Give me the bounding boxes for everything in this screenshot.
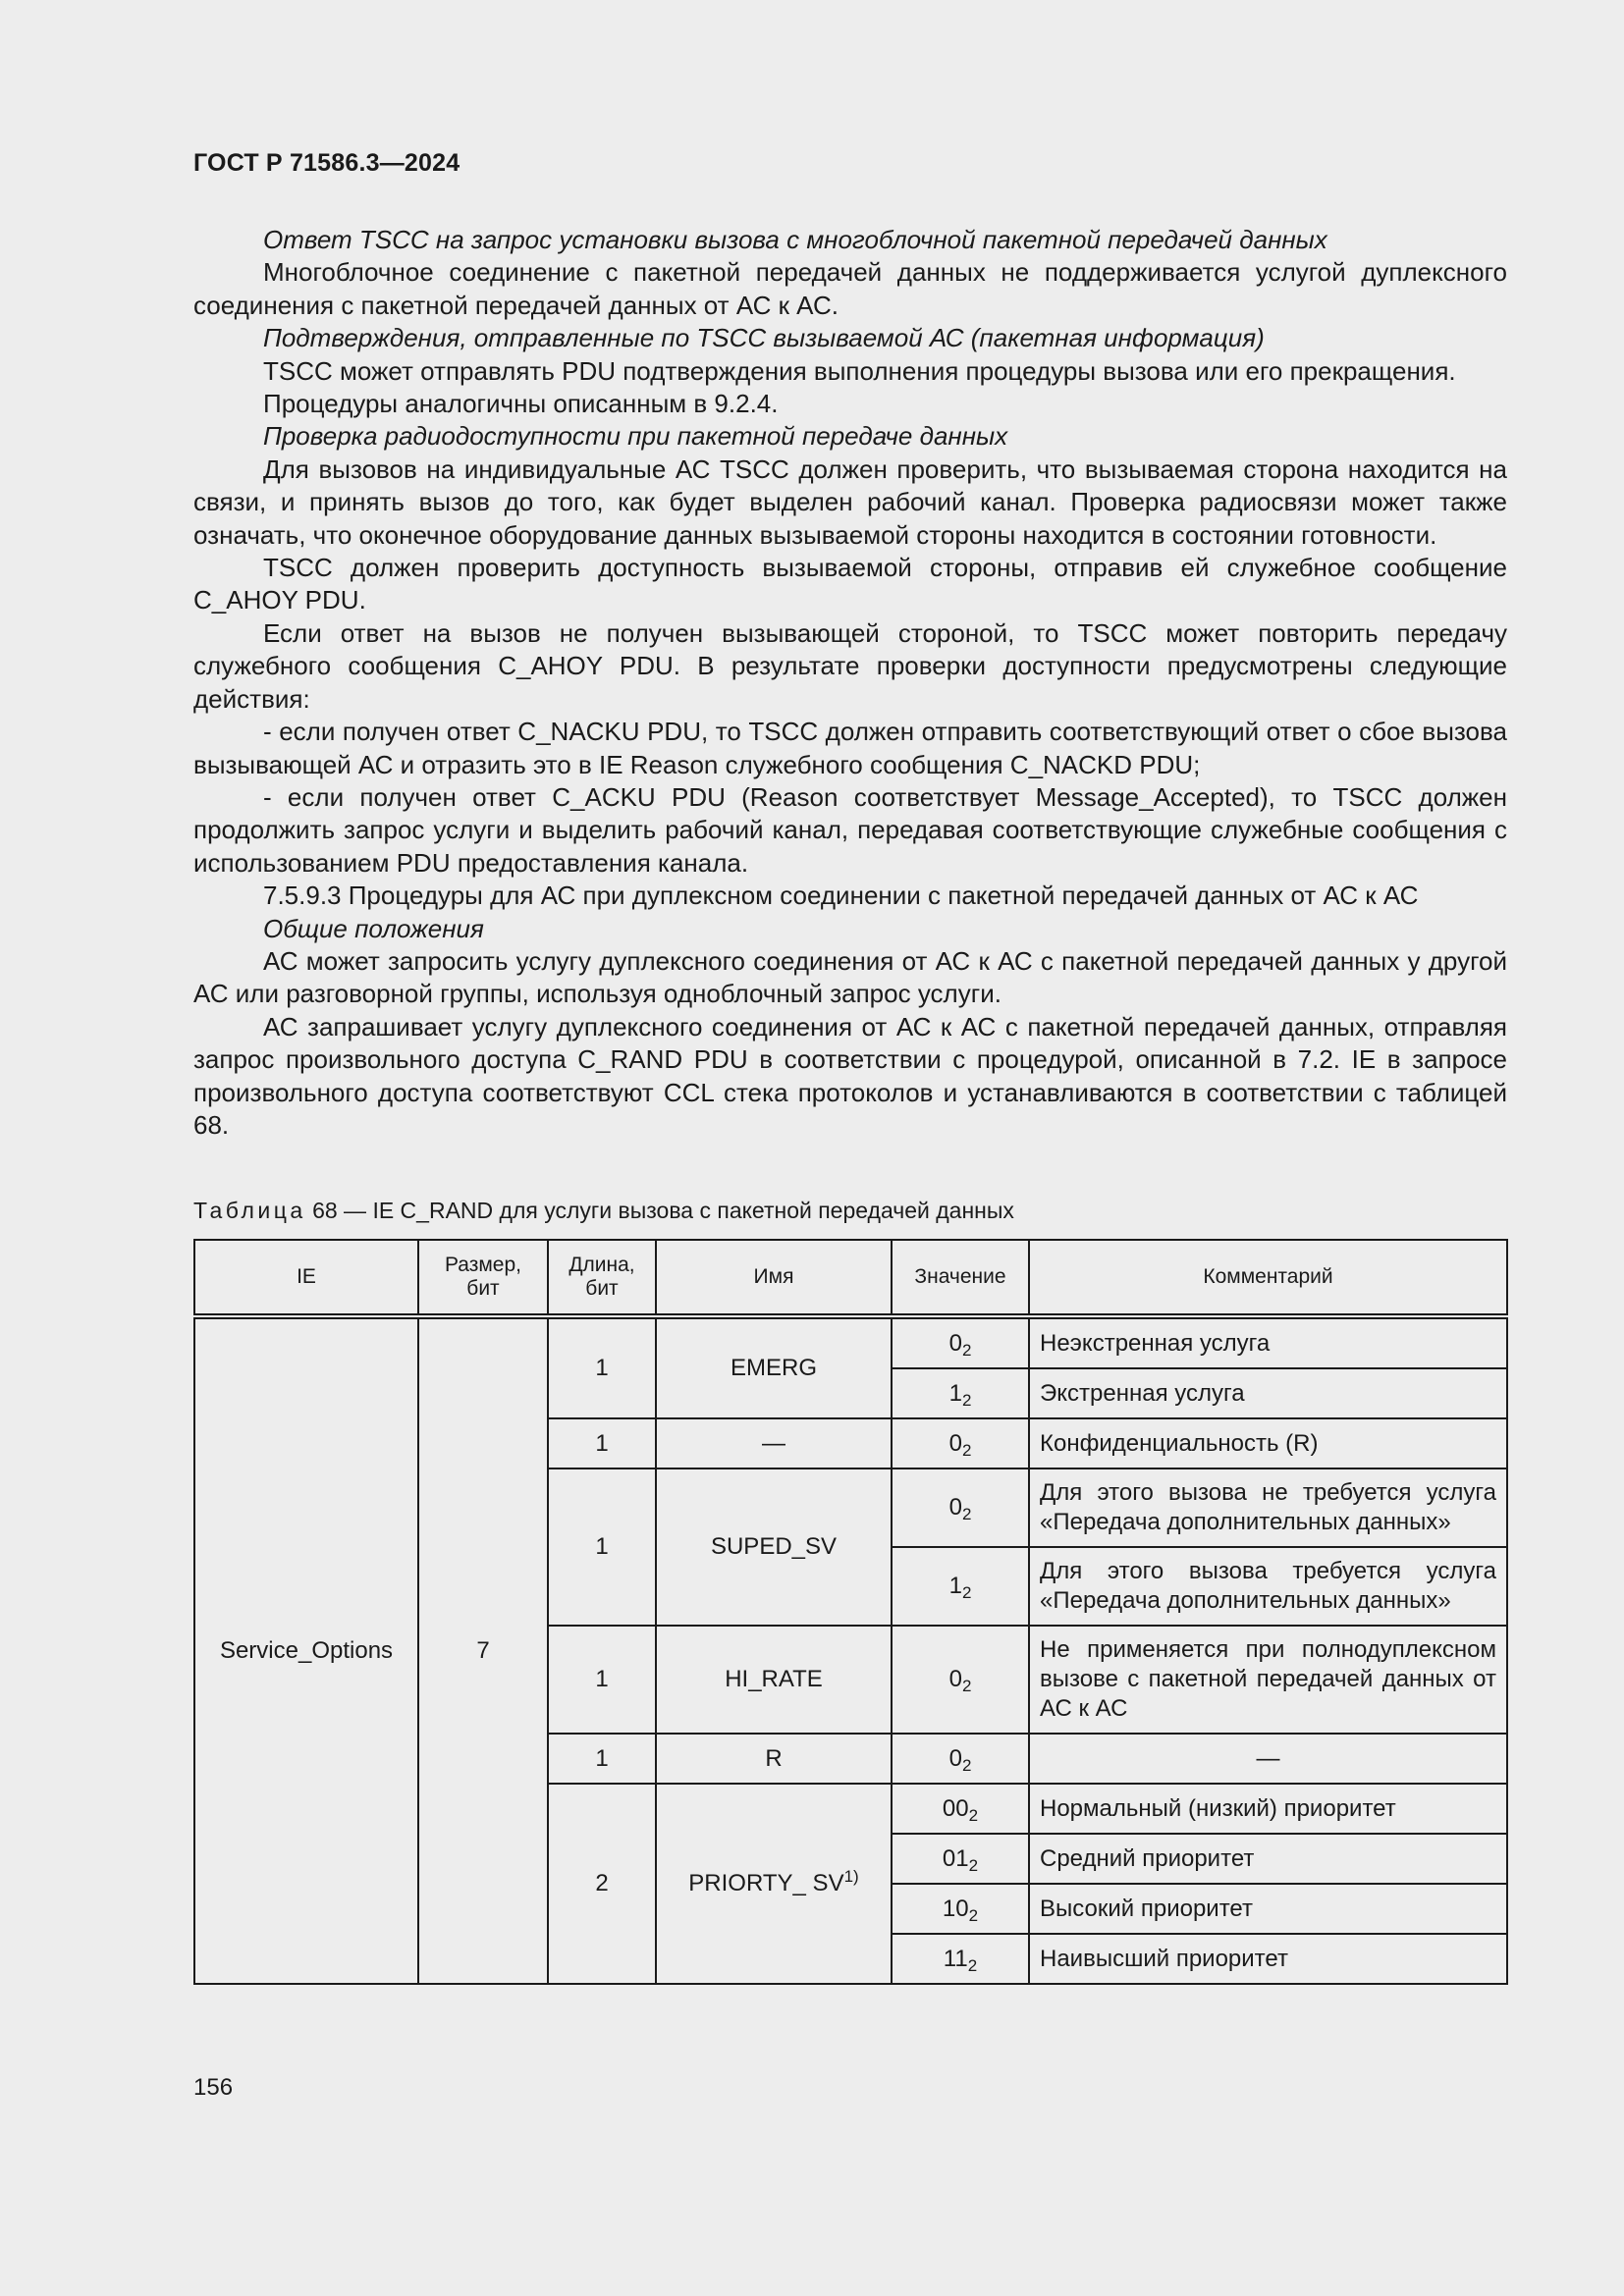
subheading: Ответ TSCC на запрос установки вызова с многоблочной пакетной передачей данных [263, 225, 1327, 254]
body-text [193, 224, 1507, 1142]
ie-cell: Service_Options [194, 1316, 418, 1984]
table-caption [193, 1198, 1014, 1224]
subheading: Подтверждения, отправленные по TSCC вызываемой АС (пакетная информация) [263, 323, 1265, 353]
subheading: Общие положения [263, 913, 484, 943]
data-table [193, 1239, 1508, 1985]
value-cell: $00_2$ [892, 1784, 1029, 1834]
comment-cell: Конфиденциальность (R) [1029, 1418, 1507, 1468]
value-cell: $0_2$ [892, 1468, 1029, 1547]
header-length: Длина, бит [548, 1240, 656, 1316]
value-cell: $0_2$ [892, 1626, 1029, 1734]
table-header-row [194, 1240, 1507, 1316]
size-cell: 7 [418, 1316, 548, 1984]
header-comment: Комментарий [1029, 1240, 1507, 1316]
comment-cell: — [1029, 1734, 1507, 1784]
comment-cell: Для этого вызова не требуется услуга «Передача дополнительных данных» [1029, 1468, 1507, 1547]
document-header: ГОСТ Р 71586.3—2024 [193, 149, 460, 177]
paragraph: Многоблочное соединение с пакетной передачей данных не поддерживается услугой дуплексного соединения с пакетной передачей данных от АС к АС. [193, 257, 1507, 320]
value-cell: $0_2$ [892, 1316, 1029, 1368]
length-cell: 1 [548, 1316, 656, 1418]
value-cell: $11_2$ [892, 1934, 1029, 1984]
length-cell: 1 [548, 1468, 656, 1626]
comment-cell: Экстренная услуга [1029, 1368, 1507, 1418]
name-cell: EMERG [656, 1316, 892, 1418]
section-heading: 7.5.9.3 Процедуры для АС при дуплексном соединении с пакетной передачей данных от АС к АС [263, 881, 1419, 911]
paragraph: TSCC должен проверить доступность вызываемой стороны, отправив ей служебное сообщение C_AHOY PDU. [193, 553, 1507, 615]
comment-cell: Для этого вызова требуется услуга «Передача дополнительных данных» [1029, 1547, 1507, 1626]
name-cell: SUPED_SV [656, 1468, 892, 1626]
length-cell: 1 [548, 1626, 656, 1734]
value-cell: $0_2$ [892, 1734, 1029, 1784]
name-cell: R [656, 1734, 892, 1784]
header-value: Значение [892, 1240, 1029, 1316]
header-ie: IE [194, 1240, 418, 1316]
length-cell: 1 [548, 1734, 656, 1784]
subheading: Проверка радиодоступности при пакетной передаче данных [263, 421, 1008, 452]
header-name: Имя [656, 1240, 892, 1316]
value-cell: $10_2$ [892, 1884, 1029, 1934]
comment-cell: Наивысший приоритет [1029, 1934, 1507, 1984]
name-cell: PRIORTY_ SV$^{1)}$ [656, 1784, 892, 1984]
value-cell: $01_2$ [892, 1834, 1029, 1884]
page-number: 156 [193, 2074, 234, 2101]
table-caption-label: Таблица [193, 1198, 306, 1223]
name-cell: HI_RATE [656, 1626, 892, 1734]
value-cell: $0_2$ [892, 1418, 1029, 1468]
comment-cell: Высокий приоритет [1029, 1884, 1507, 1934]
table-row [194, 1316, 1507, 1368]
paragraph: АС может запросить услугу дуплексного соединения от АС к АС с пакетной передачей данных у другой АС или разговорной группы, используя одноблочный запрос услуги. [193, 945, 1507, 1009]
list-item: - если получен ответ C_ACKU PDU (Reason соответствует Message_Accepted), то TSCC должен продолжить запрос услуги и выделить рабочий канал, передавая соответствующие служебные сообщения с использованием PDU предоставления канала. [193, 781, 1507, 878]
header-size: Размер, бит [418, 1240, 548, 1316]
comment-cell: Не применяется при полнодуплексном вызове с пакетной передачей данных от АС к АС [1029, 1626, 1507, 1734]
value-cell: $1_2$ [892, 1368, 1029, 1418]
paragraph: Процедуры аналогичны описанным в 9.2.4. [263, 389, 779, 419]
table-caption-text: 68 — IE C_RAND для услуги вызова с пакетной передачей данных [305, 1198, 1014, 1223]
comment-cell: Нормальный (низкий) приоритет [1029, 1784, 1507, 1834]
name-cell: — [656, 1418, 892, 1468]
paragraph: TSCC может отправлять PDU подтверждения выполнения процедуры вызова или его прекращения. [263, 355, 1456, 386]
paragraph: АС запрашивает услугу дуплексного соединения от АС к АС с пакетной передачей данных, отправляя запрос произвольного доступа C_RAND PDU в соответствии с процедурой, описанной в 7.2. IE в запросе произвольного доступа соответствуют CCL стека протоколов и устанавливаются в соответствии с таблицей 68. [193, 1011, 1507, 1140]
comment-cell: Средний приоритет [1029, 1834, 1507, 1884]
list-item: - если получен ответ C_NACKU PDU, то TSCC должен отправить соответствующий ответ о сбое вызова вызывающей АС и отразить это в IE Reason служебного сообщения C_NACKD PDU; [193, 717, 1507, 779]
paragraph: Для вызовов на индивидуальные АС TSCC должен проверить, что вызываемая сторона находится на связи, и принять вызов до того, как будет выделен рабочий канал. Проверка радиосвязи может также означать, что оконечное оборудование данных вызываемой стороны находится в состоянии готовности. [193, 454, 1507, 550]
paragraph: Если ответ на вызов не получен вызывающей стороной, то TSCC может повторить передачу служебного сообщения C_AHOY PDU. В результате проверки доступности предусмотрены следующие действия: [193, 617, 1507, 714]
value-cell: $1_2$ [892, 1547, 1029, 1626]
comment-cell: Неэкстренная услуга [1029, 1316, 1507, 1368]
length-cell: 2 [548, 1784, 656, 1984]
length-cell: 1 [548, 1418, 656, 1468]
footnote-mark: 1) [843, 1867, 859, 1886]
